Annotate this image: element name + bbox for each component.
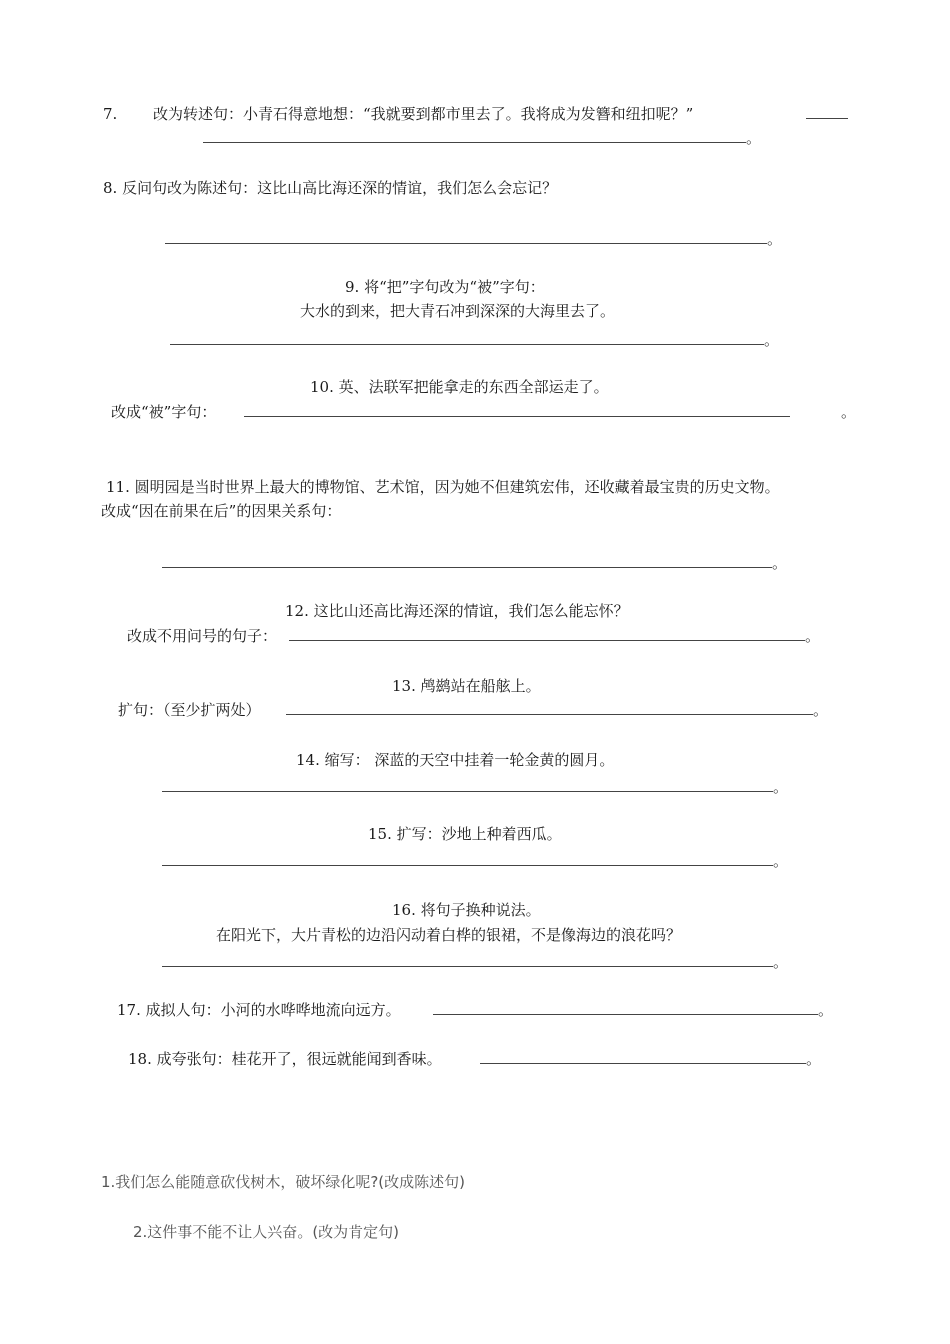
q7-blank-tail[interactable] — [806, 104, 848, 124]
q9-title: 9. 将“把”字句改为“被”字句： — [345, 278, 545, 296]
q18-answer-line[interactable] — [480, 1049, 822, 1069]
q11-label: 改成“因在前果在后”的因果关系句： — [101, 502, 342, 520]
q7-answer-line[interactable] — [203, 128, 763, 148]
q9-period: 。 — [764, 331, 780, 349]
q14-period: 。 — [773, 778, 789, 796]
q11-answer-line[interactable] — [162, 553, 787, 573]
q14-title: 14. 缩写： 深蓝的天空中挂着一轮金黄的圆月。 — [296, 751, 615, 769]
q13-label: 扩句：（至少扩两处） — [118, 701, 261, 719]
q14-answer-line[interactable] — [162, 777, 787, 797]
q9-answer-line[interactable] — [170, 330, 780, 350]
extra-item-2: 2.这件事不能不让人兴奋。(改为肯定句) — [133, 1223, 400, 1241]
q12-title: 12. 这比山还高比海还深的情谊，我们怎么能忘怀？ — [285, 602, 629, 620]
q12-answer-line[interactable] — [289, 626, 819, 646]
extra-item-1: 1.我们怎么能随意砍伐树木，破坏绿化呢?(改成陈述句) — [101, 1173, 465, 1191]
q8-answer-line[interactable] — [165, 229, 785, 249]
q12-label: 改成不用问号的句子： — [127, 627, 278, 645]
q8-period: 。 — [767, 230, 783, 248]
q8-prompt: 8. 反问句改为陈述句：这比山高比海还深的情谊，我们怎么会忘记？ — [103, 179, 558, 197]
q16-period: 。 — [773, 953, 789, 971]
q13-period: 。 — [813, 701, 829, 719]
q7-number: 7. — [103, 105, 118, 123]
q16-title: 16. 将句子换种说法。 — [392, 901, 541, 919]
q10-answer-line[interactable] — [244, 402, 790, 422]
q17-period: 。 — [818, 1001, 834, 1019]
q13-answer-line[interactable] — [286, 700, 829, 720]
q18-period: 。 — [806, 1050, 822, 1068]
q12-period: 。 — [805, 627, 821, 645]
q17-prompt: 17. 成拟人句：小河的水哗哗地流向远方。 — [117, 1001, 401, 1019]
q15-answer-line[interactable] — [162, 851, 787, 871]
q18-prompt: 18. 成夸张句：桂花开了，很远就能闻到香味。 — [128, 1050, 442, 1068]
q10-title: 10. 英、法联军把能拿走的东西全部运走了。 — [310, 378, 609, 396]
q11-period: 。 — [772, 554, 788, 572]
q7-prompt: 改为转述句：小青石得意地想：“我就要到都市里去了。我将成为发簪和纽扣呢？” — [153, 105, 694, 123]
q10-label: 改成“被”字句： — [111, 403, 217, 421]
q11-title: 11. 圆明园是当时世界上最大的博物馆、艺术馆，因为她不但建筑宏伟，还收藏着最宝贵的历史文物。 — [106, 478, 780, 496]
q9-sentence: 大水的到来，把大青石冲到深深的大海里去了。 — [300, 302, 616, 320]
q15-period: 。 — [773, 852, 789, 870]
q15-title: 15. 扩写：沙地上种着西瓜。 — [368, 825, 562, 843]
q10-period: 。 — [841, 403, 857, 421]
q13-title: 13. 鸬鹚站在船舷上。 — [392, 677, 541, 695]
q16-sentence: 在阳光下，大片青松的边沿闪动着白桦的银裙，不是像海边的浪花吗？ — [216, 926, 682, 944]
q7-period: 。 — [746, 129, 762, 147]
q16-answer-line[interactable] — [162, 952, 787, 972]
q17-answer-line[interactable] — [433, 1000, 833, 1020]
